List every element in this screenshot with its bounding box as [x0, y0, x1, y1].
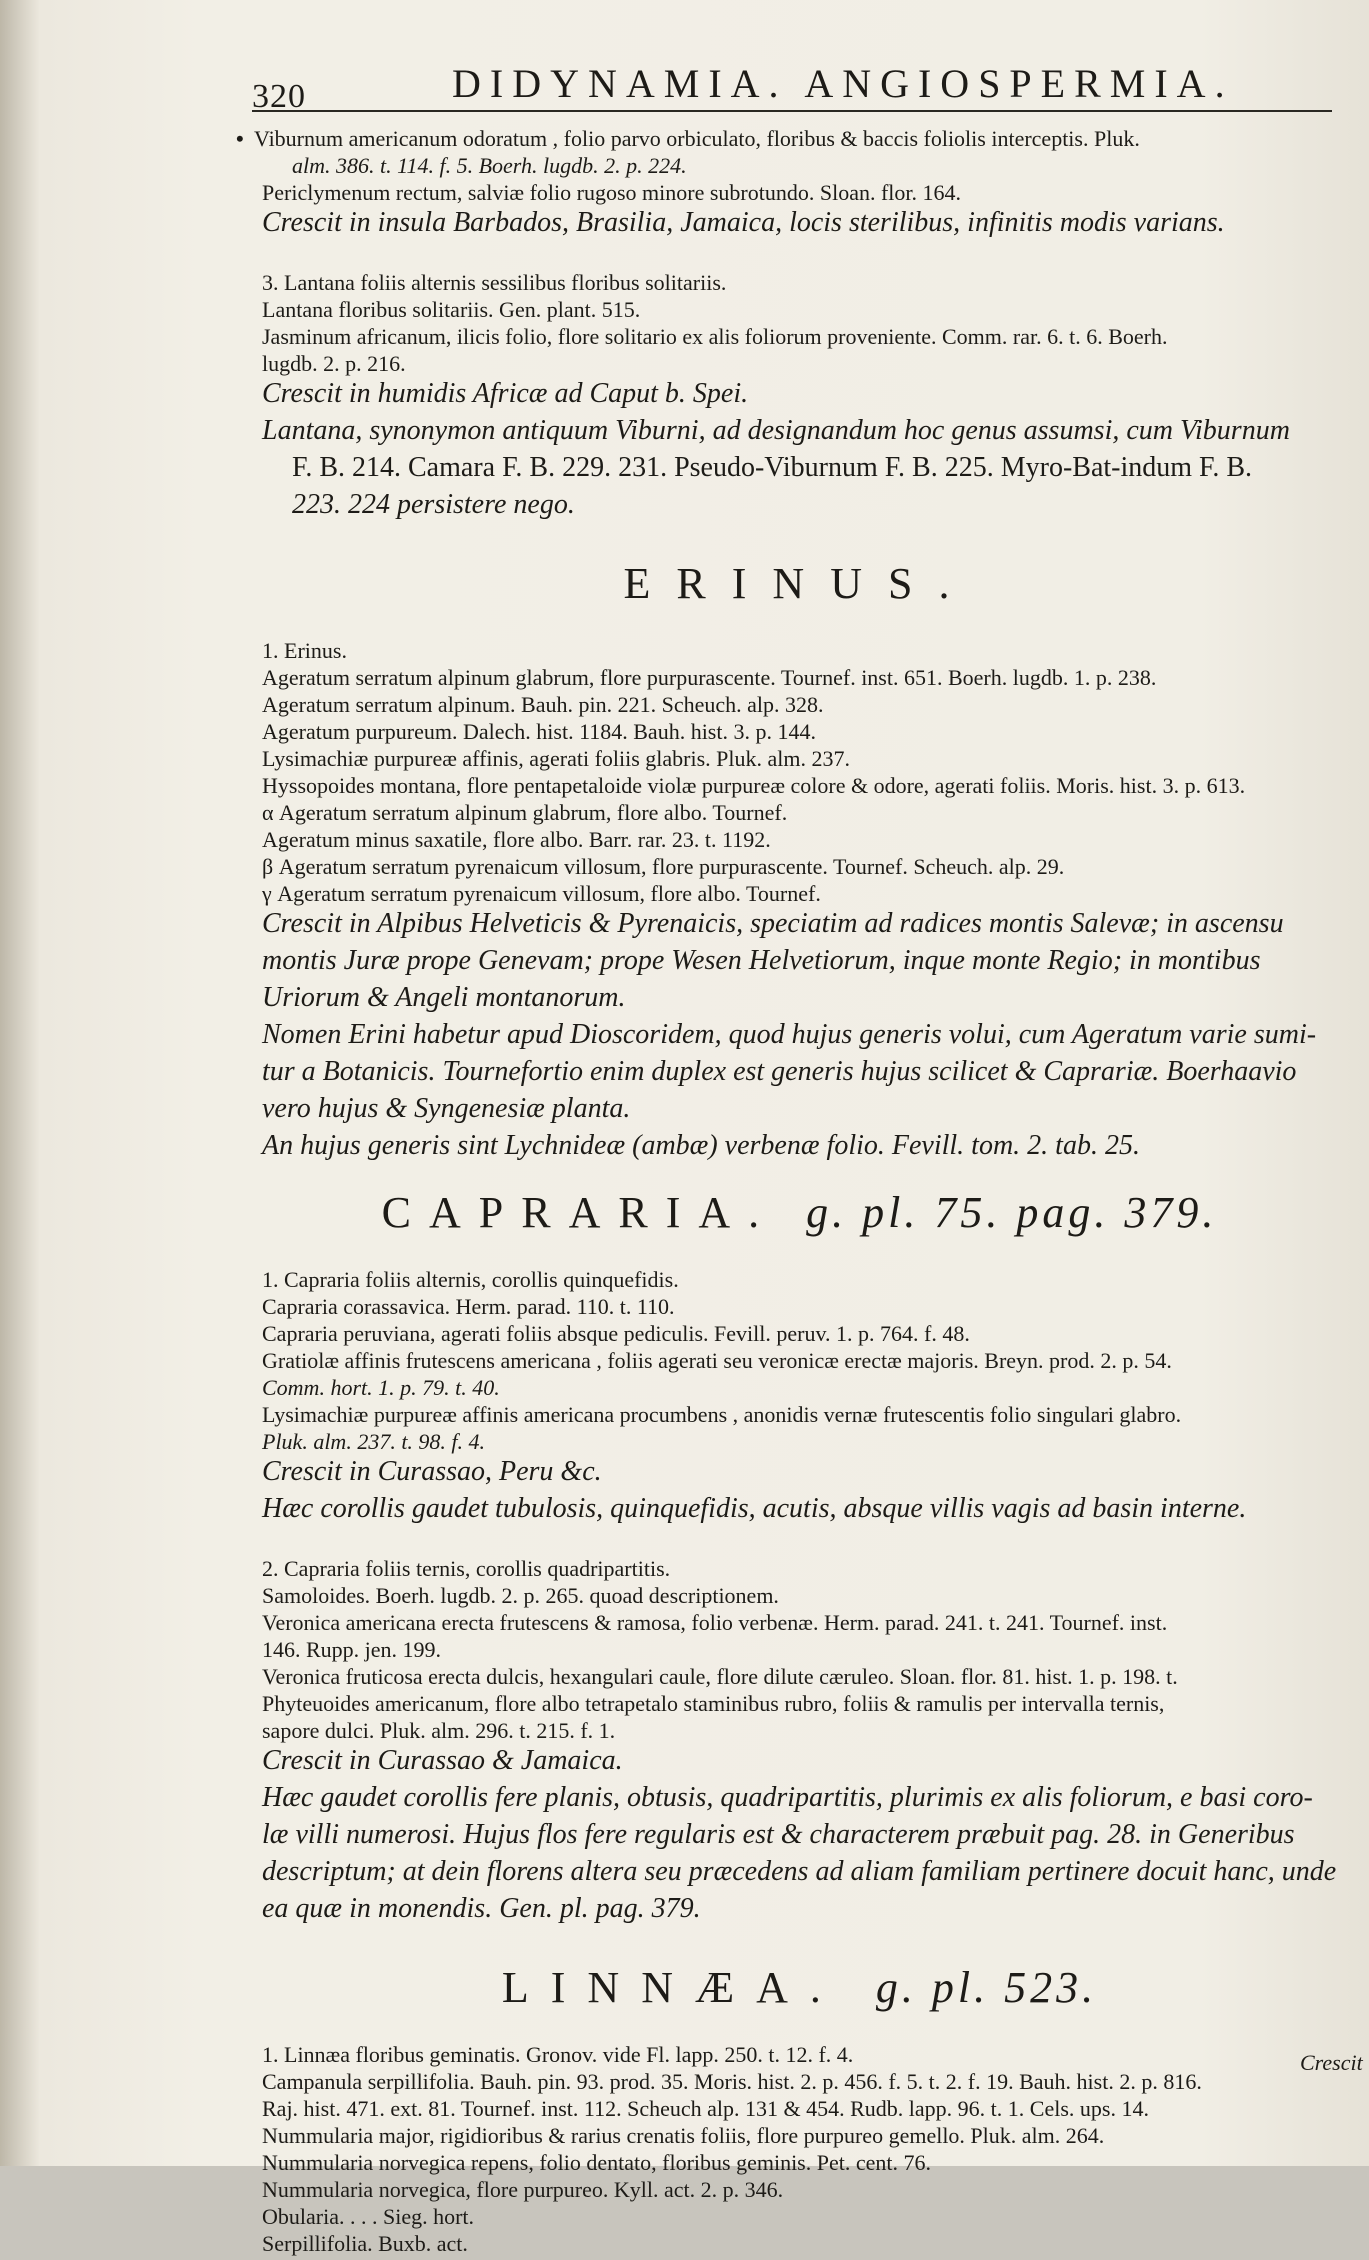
text-line: Veronica fruticosa erecta dulcis, hexangulari caule, flore dilute cæruleo. Sloan. flor. 81. hist. 1. p. 198. t. — [262, 1664, 1178, 1689]
page-number: 320 — [252, 78, 306, 115]
text-line: Ageratum purpureum. Dalech. hist. 1184. Bauh. hist. 3. p. 144. — [262, 719, 816, 744]
species-line: 3. Lantana foliis alternis sessilibus floribus solitariis. — [262, 270, 727, 295]
text-line: β Ageratum serratum pyrenaicum villosum, flore purpurascente. Tournef. Scheuch. alp. 29. — [262, 854, 1065, 879]
text-line: Comm. hort. 1. p. 79. t. 40. — [262, 1375, 500, 1400]
running-head: DIDYNAMIA. ANGIOSPERMIA. — [452, 61, 1234, 106]
text-line: Capraria corassavica. Herm. parad. 110. t. 110. — [262, 1294, 675, 1319]
text-line: F. B. 214. Camara F. B. 229. 231. Pseudo-Viburnum F. B. 225. Myro-Bat-indum F. B. — [292, 452, 1253, 483]
text-line: 146. Rupp. jen. 199. — [262, 1637, 442, 1662]
text-line: Gratiolæ affinis frutescens americana , foliis agerati seu veronicæ erectæ majoris. Breyn. prod. 2. p. 54. — [262, 1348, 1172, 1373]
text-line: Ageratum minus saxatile, flore albo. Barr. rar. 23. t. 1192. — [262, 827, 771, 852]
species-line: 1. Linnæa floribus geminatis. Gronov. vide Fl. lapp. 250. t. 12. f. 4. — [262, 2042, 854, 2067]
text-line: Nummularia norvegica repens, folio dentato, floribus geminis. Pet. cent. 76. — [262, 2150, 932, 2175]
text-line: Pluk. alm. 237. t. 98. f. 4. — [262, 1429, 486, 1454]
text-line: descriptum; at dein florens altera seu præcedens ad aliam familiam pertinere docuit hanc, unde — [262, 1856, 1337, 1887]
species-line: 1. Capraria foliis alternis, corollis quinquefidis. — [262, 1267, 679, 1292]
genus-heading-linnaea: LINNÆA. g. pl. 523. — [501, 1963, 1098, 2012]
text-line: Serpillifolia. Buxb. act. — [262, 2231, 468, 2256]
text-line: Jasminum africanum, ilicis folio, flore solitario ex alis foliorum proveniente. Comm. rar. 6. t. 6. Boerh. — [262, 324, 1168, 349]
species-line: 1. Erinus. — [262, 638, 347, 663]
page-header — [252, 58, 1332, 115]
text-line: Capraria peruviana, agerati foliis absque pediculis. Fevill. peruv. 1. p. 764. f. 48. — [262, 1321, 970, 1346]
species-line: 2. Capraria foliis ternis, corollis quadripartitis. — [262, 1556, 671, 1581]
page-body — [236, 126, 1337, 2260]
text-line: Hæc gaudet corollis fere planis, obtusis, quadripartitis, plurimis ex alis foliorum, e basi coro- — [262, 1782, 1313, 1813]
text-line: Hyssopoides montana, flore pentapetaloide violæ purpureæ colore & odore, agerati foliis. Moris. hist. 3. p. 613. — [262, 773, 1246, 798]
text-line: Periclymenum rectum, salviæ folio rugoso minore subrotundo. Sloan. flor. 164. — [262, 180, 962, 205]
text-line: Crescit in Curassao, Peru &c. — [262, 1456, 602, 1487]
text-line: γ Ageratum serratum pyrenaicum villosum, flore albo. Tournef. — [262, 881, 821, 906]
text-line: Nummularia norvegica, flore purpureo. Kyll. act. 2. p. 346. — [262, 2177, 784, 2202]
text-line: Uriorum & Angeli montanorum. — [262, 982, 626, 1013]
text-line: Phyteuoides americanum, flore albo tetrapetalo staminibus rubro, foliis & ramulis per intervalla ternis, — [262, 1691, 1165, 1716]
catchword: Crescit — [1300, 2050, 1363, 2075]
text-line: Lantana, synonymon antiquum Viburni, ad designandum hoc genus assumsi, cum Viburnum — [262, 415, 1290, 446]
text-line: alm. 386. t. 114. f. 5. Boerh. lugdb. 2. p. 224. — [292, 153, 687, 178]
text-line: tur a Botanicis. Tournefortio enim duplex est generis hujus scilicet & Caprariæ. Boerhaavio — [262, 1056, 1297, 1087]
text-line: Nomen Erini habetur apud Dioscoridem, quod hujus generis volui, cum Ageratum varie sumi- — [262, 1019, 1317, 1050]
text-line: Hæc corollis gaudet tubulosis, quinquefidis, acutis, absque villis vagis ad basin interne. — [262, 1493, 1247, 1524]
text-line: Ageratum serratum alpinum. Bauh. pin. 221. Scheuch. alp. 328. — [262, 692, 824, 717]
text-line: Samoloides. Boerh. lugdb. 2. p. 265. quoad descriptionem. — [262, 1583, 779, 1608]
text-line: Nummularia major, rigidioribus & rarius crenatis foliis, flore purpureo gemello. Pluk. alm. 264. — [262, 2123, 1105, 2148]
genus-heading-erinus: ERINUS. — [623, 559, 976, 608]
text-line: 223. 224 persistere nego. — [292, 489, 575, 520]
genus-heading-capraria: CAPRARIA. g. pl. 75. pag. 379. — [381, 1188, 1218, 1237]
text-line: læ villi numerosi. Hujus flos fere regularis est & characterem præbuit pag. 28. in Generibus — [262, 1819, 1295, 1850]
text-line: Campanula serpillifolia. Bauh. pin. 93. prod. 35. Moris. hist. 2. p. 456. f. 5. t. 2. f. 19. Bauh. hist. 2. p. 816. — [262, 2069, 1202, 2094]
text-line: Lantana floribus solitariis. Gen. plant. 515. — [262, 297, 641, 322]
text-line: Obularia. . . . Sieg. hort. — [262, 2204, 475, 2229]
text-line: Lysimachiæ purpureæ affinis, agerati foliis glabris. Pluk. alm. 237. — [262, 746, 851, 771]
text-line: Lysimachiæ purpureæ affinis americana procumbens , anonidis vernæ frutescentis folio singulari glabro. — [262, 1402, 1182, 1427]
text-line: Raj. hist. 471. ext. 81. Tournef. inst. 112. Scheuch alp. 131 & 454. Rudb. lapp. 96. t. 1. Cels. ups. 14. — [262, 2096, 1149, 2121]
text-line: ea quæ in monendis. Gen. pl. pag. 379. — [262, 1893, 701, 1924]
text-line: An hujus generis sint Lychnideæ (ambæ) verbenæ folio. Fevill. tom. 2. tab. 25. — [262, 1130, 1140, 1161]
text-line: α Ageratum serratum alpinum glabrum, flore albo. Tournef. — [262, 800, 788, 825]
text-line: lugdb. 2. p. 216. — [262, 351, 406, 376]
text-line: Crescit in Alpibus Helveticis & Pyrenaicis, speciatim ad radices montis Salevæ; in ascensu — [262, 908, 1284, 939]
text-line: sapore dulci. Pluk. alm. 296. t. 215. f. 1. — [262, 1718, 616, 1743]
text-line: Crescit in Curassao & Jamaica. — [262, 1745, 623, 1776]
text-line: vero hujus & Syngenesiæ planta. — [262, 1093, 631, 1124]
text-line: Veronica americana erecta frutescens & ramosa, folio verbenæ. Herm. parad. 241. t. 241. Tournef. inst. — [262, 1610, 1168, 1635]
text-line: Crescit in humidis Africæ ad Caput b. Spei. — [262, 378, 749, 409]
text-line: montis Juræ prope Genevam; prope Wesen Helvetiorum, inque monte Regio; in montibus — [262, 945, 1261, 976]
text-line: • Viburnum americanum odoratum , folio parvo orbiculato, floribus & baccis foliolis interceptis. Pluk. — [236, 126, 1140, 151]
text-line: Crescit in insula Barbados, Brasilia, Jamaica, locis sterilibus, infinitis modis varians. — [262, 207, 1225, 238]
text-line: Ageratum serratum alpinum glabrum, flore purpurascente. Tournef. inst. 651. Boerh. lugdb. 1. p. 238. — [262, 665, 1157, 690]
